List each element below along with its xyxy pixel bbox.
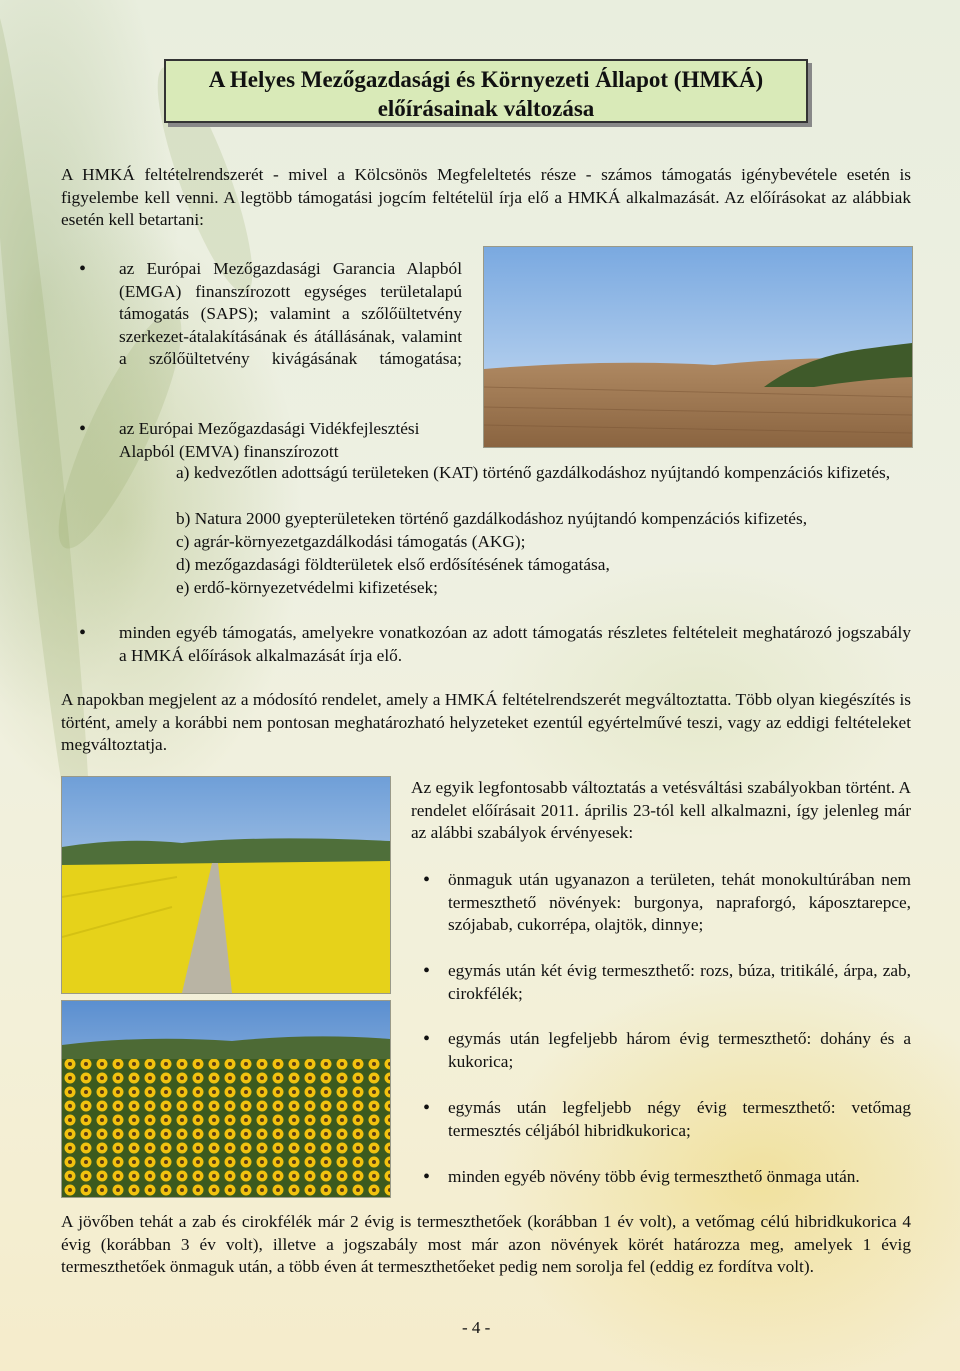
paragraph-summary: A jövőben tehát a zab és cirokfélék már 2 évig is termeszthetőek (korábban 1 év volt), a vetőmag célú hibridkukorica 4 évig (korábban 3 év volt), illetve a jogszabály most már azon növények körét határozza meg, amelyek 1 évig termeszthetőek önmaguk után, a több éven át termeszthetőeket pedig nem sorolja fel (eddig ez fordítva volt). [61,1212,911,1276]
rapeseed-field-photo [61,776,391,994]
bullet-dot: • [79,622,87,644]
rule-three-years: egymás után legfeljebb három évig termeszthető: dohány és a kukorica; [448,1029,911,1071]
rule-two-years: egymás után két évig termeszthető: rozs, búza, tritikálé, árpa, zab, cirokfélék; [448,961,911,1003]
sub-item-e: e) erdő-környezetvédelmi kifizetések; [176,578,438,597]
rule-four-years: egymás után legfeljebb négy évig termeszthető: vetőmag termesztés céljából hibridkukorica; [448,1098,911,1140]
page-number: - 4 - [462,1318,491,1337]
page-title-line2: előírásainak változása [377,96,595,121]
field-image [484,247,912,447]
rapeseed-image [62,777,390,993]
bullet-dot: • [423,1166,431,1188]
field-photo [483,246,913,448]
bullet-dot: • [79,258,87,280]
sub-item-a [176,462,916,485]
page-title-line1: A Helyes Mezőgazdasági és Környezeti Állapot (HMKÁ) [208,67,764,92]
sunflower-field-photo [61,1000,391,1198]
paragraph-regulation: A napokban megjelent az a módosító rendelet, amely a HMKÁ feltételrendszerét megváltoztatta. Több olyan kiegészítés is történt, amely a korábbi nem pontosan meghatározható helyzeteket ezentúl egyértelművé teszi, vagy az eddigi feltételeket megváltoztatja. [61,690,911,754]
intro-paragraph: A HMKÁ feltételrendszerét - mivel a Kölcsönös Megfeleltetés része - számos támogatás igénybevétele esetén is figyelembe kell venni. A legtöbb támogatási jogcím feltételül írja elő a HMKÁ alkalmazását. Az előírásokat az alábbiak esetén kell betartani: [61,165,911,229]
sub-item-d: d) mezőgazdasági földterületek első erdősítésének támogatása, [176,555,610,574]
rule-other: minden egyéb növény több évig termeszthető önmaga után. [448,1167,860,1186]
bullet-dot: • [79,418,87,440]
sub-item-b: b) Natura 2000 gyepterületeken történő gazdálkodáshoz nyújtandó kompenzációs kifizetés, [176,509,808,528]
bullet-dot: • [423,1097,431,1119]
paragraph-crop-rotation: Az egyik legfontosabb változtatás a vetésváltási szabályokban történt. A rendelet előírásait 2011. április 23-tól kell alkalmazni, így jelenleg már az alábbi szabályok érvényesek: [411,778,911,842]
bullet-dot: • [423,1028,431,1050]
bullet-dot: • [423,869,431,891]
sub-item-a-text: a) kedvezőtlen adottságú területeken (KAT) történő gazdálkodáshoz nyújtandó kompenzációs kifizetés, [176,463,891,482]
sub-item-c: c) agrár-környezetgazdálkodási támogatás (AKG); [176,532,526,551]
page-title [164,59,808,123]
bullet-emva: az Európai Mezőgazdasági Vidékfejlesztési Alapból (EMVA) finanszírozott [119,419,420,461]
bullet-emga: az Európai Mezőgazdasági Garancia Alapból (EMGA) finanszírozott egységes területalapú támogatás (SAPS); valamint a szőlőültetvény szerkezet-átalakításának és átállásának, valamint a szőlőültetvény kivágásának támogatása; [119,259,462,368]
rule-monoculture: önmaguk után ugyanazon a területen, tehát monokultúrában nem termeszthető növények: burgonya, napraforgó, káposztarepce, szójabab, cukorrépa, olajtök, dinnye; [448,870,911,934]
bullet-dot: • [423,960,431,982]
bullet-other: minden egyéb támogatás, amelyekre vonatkozóan az adott támogatás részletes feltételeit meghatározó jogszabály a HMKÁ előírások alkalmazását írja elő. [119,623,911,665]
sunflower-image [62,1001,390,1197]
